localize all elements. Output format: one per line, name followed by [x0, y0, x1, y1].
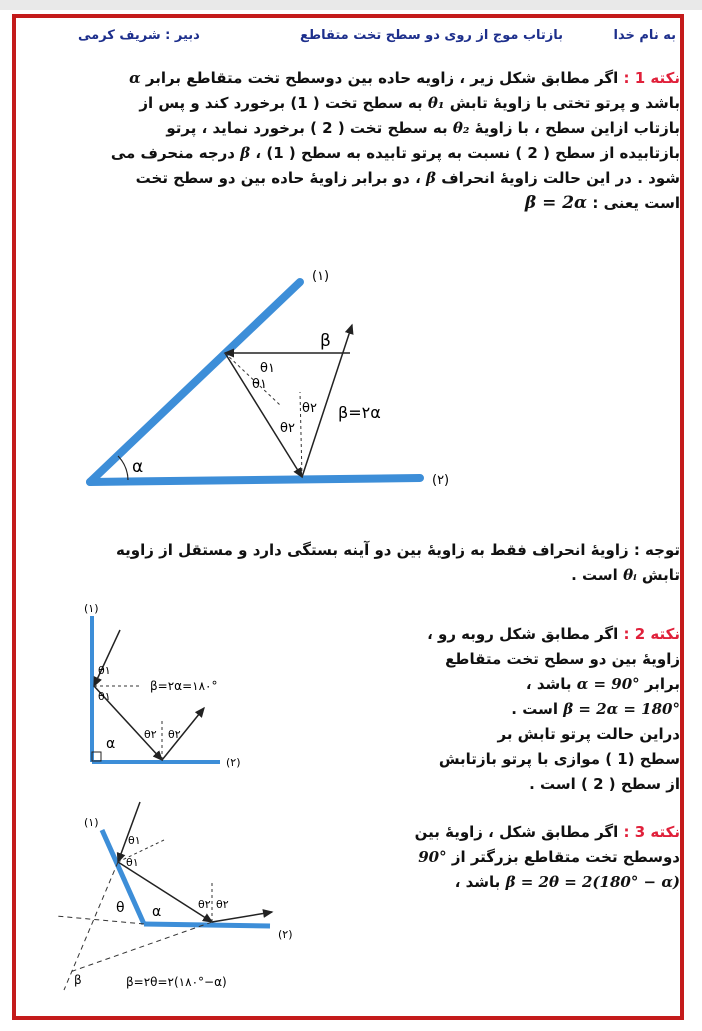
label-theta1-b: θ۱ — [98, 690, 111, 703]
label-surface2: (۲) — [278, 928, 293, 941]
mirror-2 — [144, 924, 270, 926]
diagram3-obtuse-mirrors — [40, 800, 310, 1005]
label-surface2: (۲) — [432, 473, 450, 488]
mirror-1 — [90, 282, 300, 482]
reflected-ray-2 — [212, 912, 272, 922]
label-surface1: (۱) — [84, 816, 99, 829]
note1-label: نکته 1 : — [623, 69, 680, 87]
label-alpha: α — [132, 457, 144, 477]
label-alpha: α — [106, 736, 116, 752]
note2-paragraph: نکته 2 : اگر مطابق شکل روبه رو ، زاویهٔ بین دو سطح تخت متقاطع برابر α = 90° باشد ، β = 2α = 180° است . دراین حالت پرتو تابش بر سطح (1 ) موازی با پرتو بازتابش از سطح ( 2 ) است . — [427, 625, 680, 793]
label-theta2-b: θ۲ — [216, 898, 229, 911]
alpha-arc-1 — [118, 456, 128, 480]
label-theta2-a: θ۲ — [198, 898, 211, 911]
label-beta: β — [74, 973, 82, 987]
extension-3 — [70, 922, 212, 972]
attention-paragraph: توجه : زاویهٔ انحراف فقط به زاویهٔ بین دو آینه بستگی دارد و مستقل از زاویه تابش θᵢ است . — [116, 541, 680, 584]
label-theta: θ — [116, 900, 125, 916]
label-surface1: (۱) — [312, 269, 330, 284]
label-beta-eq: β=۲α=۱۸۰° — [150, 679, 218, 693]
label-theta2-a: θ۲ — [302, 401, 317, 416]
label-theta2-a: θ۲ — [144, 728, 157, 741]
label-theta1-b: θ۱ — [252, 377, 267, 392]
label-beta-eq: β=۲θ=۲(۱۸۰°−α) — [126, 975, 227, 989]
label-theta1-a: θ۱ — [260, 361, 275, 376]
mirror-2 — [90, 478, 420, 482]
label-theta1-b: θ۱ — [126, 856, 139, 869]
label-theta2-b: θ۲ — [280, 421, 295, 436]
note3-paragraph: نکته 3 : اگر مطابق شکل ، زاویهٔ بین دوسطح تخت متقاطع بزرگتر از 90° β = 2θ = 2(180° − α) باشد ، — [414, 823, 680, 891]
label-alpha: α — [152, 904, 162, 920]
label-beta-eq: β=۲α — [338, 403, 381, 422]
label-beta: β — [320, 331, 331, 351]
header-bismillah: به نام خدا — [613, 28, 676, 43]
note2-label: نکته 2 : — [623, 625, 680, 643]
label-surface1: (۱) — [84, 602, 99, 615]
top-bar — [0, 0, 702, 10]
note3-label: نکته 3 : — [623, 823, 680, 841]
label-theta2-b: θ۲ — [168, 728, 181, 741]
label-surface2: (۲) — [226, 756, 241, 769]
note1-formula: β = 2α — [524, 193, 588, 213]
incident-ray — [94, 630, 120, 686]
diagram2-perpendicular-mirrors — [70, 600, 270, 775]
header-title: بازتاب موج از روی دو سطح تخت متقاطع — [300, 28, 564, 43]
label-theta1-a: θ۱ — [128, 834, 141, 847]
header-teacher: دبیر : شریف کرمی — [78, 28, 200, 43]
label-theta1-a: θ۱ — [98, 664, 111, 677]
extension-1 — [56, 916, 144, 924]
note1-paragraph: نکته 1 : اگر مطابق شکل زیر ، زاویه حاده بین دوسطح تخت متقاطع برابر α باشد و پرتو تختی با زاویهٔ تابش θ₁ به سطح تخت ( 1) برخورد کند و پس از بازتاب ازاین سطح ، با زاویهٔ θ₂ به سطح تخت ( 2 ) برخورد نماید ، پرتو بازتابیده از سطح ( 2 ) نسبت به پرتو تابیده به سطح ( 1) ، β درجه منحرف می شود . در این حالت زاویهٔ انحراف β ، دو برابر زاویهٔ حاده بین دو سطح تخت است یعنی : β = 2α — [110, 69, 680, 213]
diagram1-two-mirrors — [80, 260, 480, 500]
